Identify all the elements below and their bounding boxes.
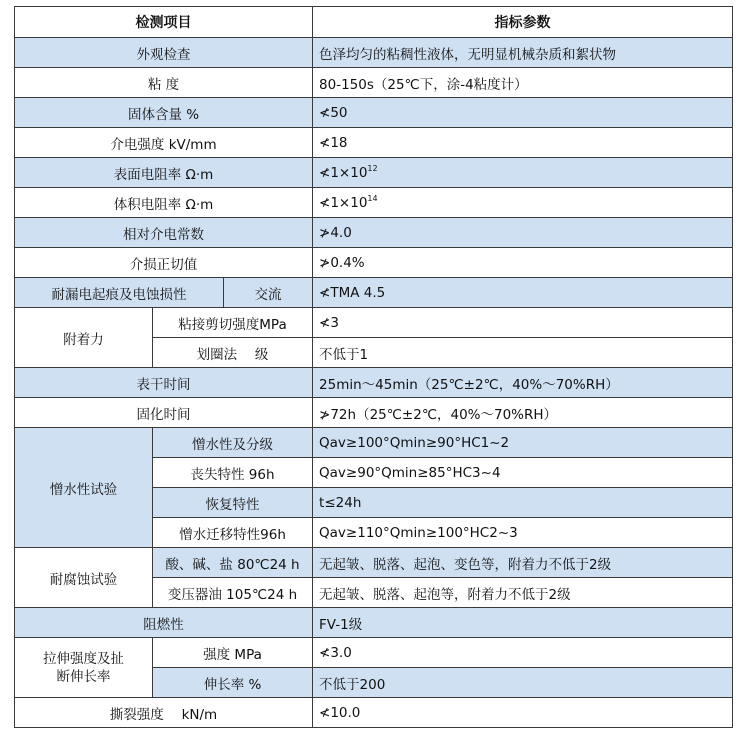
row-label: 粘 度 xyxy=(15,68,313,98)
table-row xyxy=(15,398,733,428)
group-label-hydrophobicity: 憎水性试验 xyxy=(15,428,153,548)
group-label-corrosion: 耐腐蚀试验 xyxy=(15,548,153,608)
value-base: ≮1×10 xyxy=(319,195,368,211)
row-label: 耐漏电起痕及电蚀损性 xyxy=(15,278,224,308)
row-value: ≮3.0 xyxy=(313,638,733,668)
row-label: 外观检查 xyxy=(15,38,313,68)
row-value: Qav≥100°Qmin≥90°HC1~2 xyxy=(313,428,733,458)
row-label: 介损正切值 xyxy=(15,248,313,278)
row-sublabel: 变压器油 105℃24 h xyxy=(153,578,313,608)
row-sublabel: 丧失特性 96h xyxy=(153,458,313,488)
row-value: ≯4.0 xyxy=(313,218,733,248)
table-row xyxy=(15,428,733,458)
table-row xyxy=(15,158,733,188)
row-value xyxy=(313,158,733,188)
row-value: 25min～45min（25℃±2℃，40%～70%RH） xyxy=(313,368,733,398)
value-base: ≮1×10 xyxy=(319,165,368,181)
row-label: 介电强度 kV/mm xyxy=(15,128,313,158)
table-row xyxy=(15,218,733,248)
row-value: Qav≥110°Qmin≥100°HC2~3 xyxy=(313,518,733,548)
group-label-tensile xyxy=(15,638,153,698)
table-row xyxy=(15,278,733,308)
row-label: 固化时间 xyxy=(15,398,313,428)
row-value: 不低于1 xyxy=(313,338,733,368)
spec-table xyxy=(14,6,733,728)
row-value: ≯72h（25℃±2℃，40%～70%RH） xyxy=(313,398,733,428)
row-sublabel: 憎水性及分级 xyxy=(153,428,313,458)
row-value: ≯0.4% xyxy=(313,248,733,278)
row-label: 固体含量 % xyxy=(15,98,313,128)
row-value: FV-1级 xyxy=(313,608,733,638)
row-value: 无起皱、脱落、起泡、变色等，附着力不低于2级 xyxy=(313,548,733,578)
row-label: 相对介电常数 xyxy=(15,218,313,248)
table-row xyxy=(15,188,733,218)
header-item: 检测项目 xyxy=(15,7,313,38)
row-label: 表干时间 xyxy=(15,368,313,398)
table-row xyxy=(15,248,733,278)
row-sublabel: 恢复特性 xyxy=(153,488,313,518)
group-label-adhesion: 附着力 xyxy=(15,308,153,368)
row-value: ≮18 xyxy=(313,128,733,158)
row-value: ≮3 xyxy=(313,308,733,338)
value-exponent: 14 xyxy=(367,194,378,203)
row-sublabel: 粘接剪切强度MPa xyxy=(153,308,313,338)
row-sublabel: 划圈法 级 xyxy=(153,338,313,368)
table-row xyxy=(15,68,733,98)
row-label: 体积电阻率 Ω·m xyxy=(15,188,313,218)
row-sublabel: 憎水迁移特性96h xyxy=(153,518,313,548)
row-value: ≮10.0 xyxy=(313,698,733,728)
row-value: 无起皱、脱落、起泡等，附着力不低于2级 xyxy=(313,578,733,608)
row-sublabel: 伸长率 % xyxy=(153,668,313,698)
row-sublabel: 酸、碱、盐 80℃24 h xyxy=(153,548,313,578)
row-value: 不低于200 xyxy=(313,668,733,698)
table-row xyxy=(15,548,733,578)
row-value: 色泽均匀的粘稠性液体，无明显机械杂质和絮状物 xyxy=(313,38,733,68)
value-exponent: 12 xyxy=(367,164,378,173)
row-label: 撕裂强度 kN/m xyxy=(15,698,313,728)
table-row xyxy=(15,38,733,68)
row-sublabel: 交流 xyxy=(224,278,313,308)
group-label-tensile-text: 拉伸强度及扯断伸长率 xyxy=(43,650,124,685)
spec-table-container xyxy=(14,6,733,728)
row-value: 80-150s（25℃下，涂-4粘度计） xyxy=(313,68,733,98)
table-row xyxy=(15,698,733,728)
table-row xyxy=(15,98,733,128)
row-label: 表面电阻率 Ω·m xyxy=(15,158,313,188)
table-header-row xyxy=(15,7,733,38)
table-row xyxy=(15,608,733,638)
row-sublabel: 强度 MPa xyxy=(153,638,313,668)
row-label: 阻燃性 xyxy=(15,608,313,638)
row-value: ≮TMA 4.5 xyxy=(313,278,733,308)
row-value: t≤24h xyxy=(313,488,733,518)
table-row xyxy=(15,368,733,398)
table-row xyxy=(15,128,733,158)
row-value: Qav≥90°Qmin≥85°HC3~4 xyxy=(313,458,733,488)
table-row xyxy=(15,638,733,668)
row-value: ≮50 xyxy=(313,98,733,128)
header-spec: 指标参数 xyxy=(313,7,733,38)
row-value xyxy=(313,188,733,218)
table-row xyxy=(15,308,733,338)
